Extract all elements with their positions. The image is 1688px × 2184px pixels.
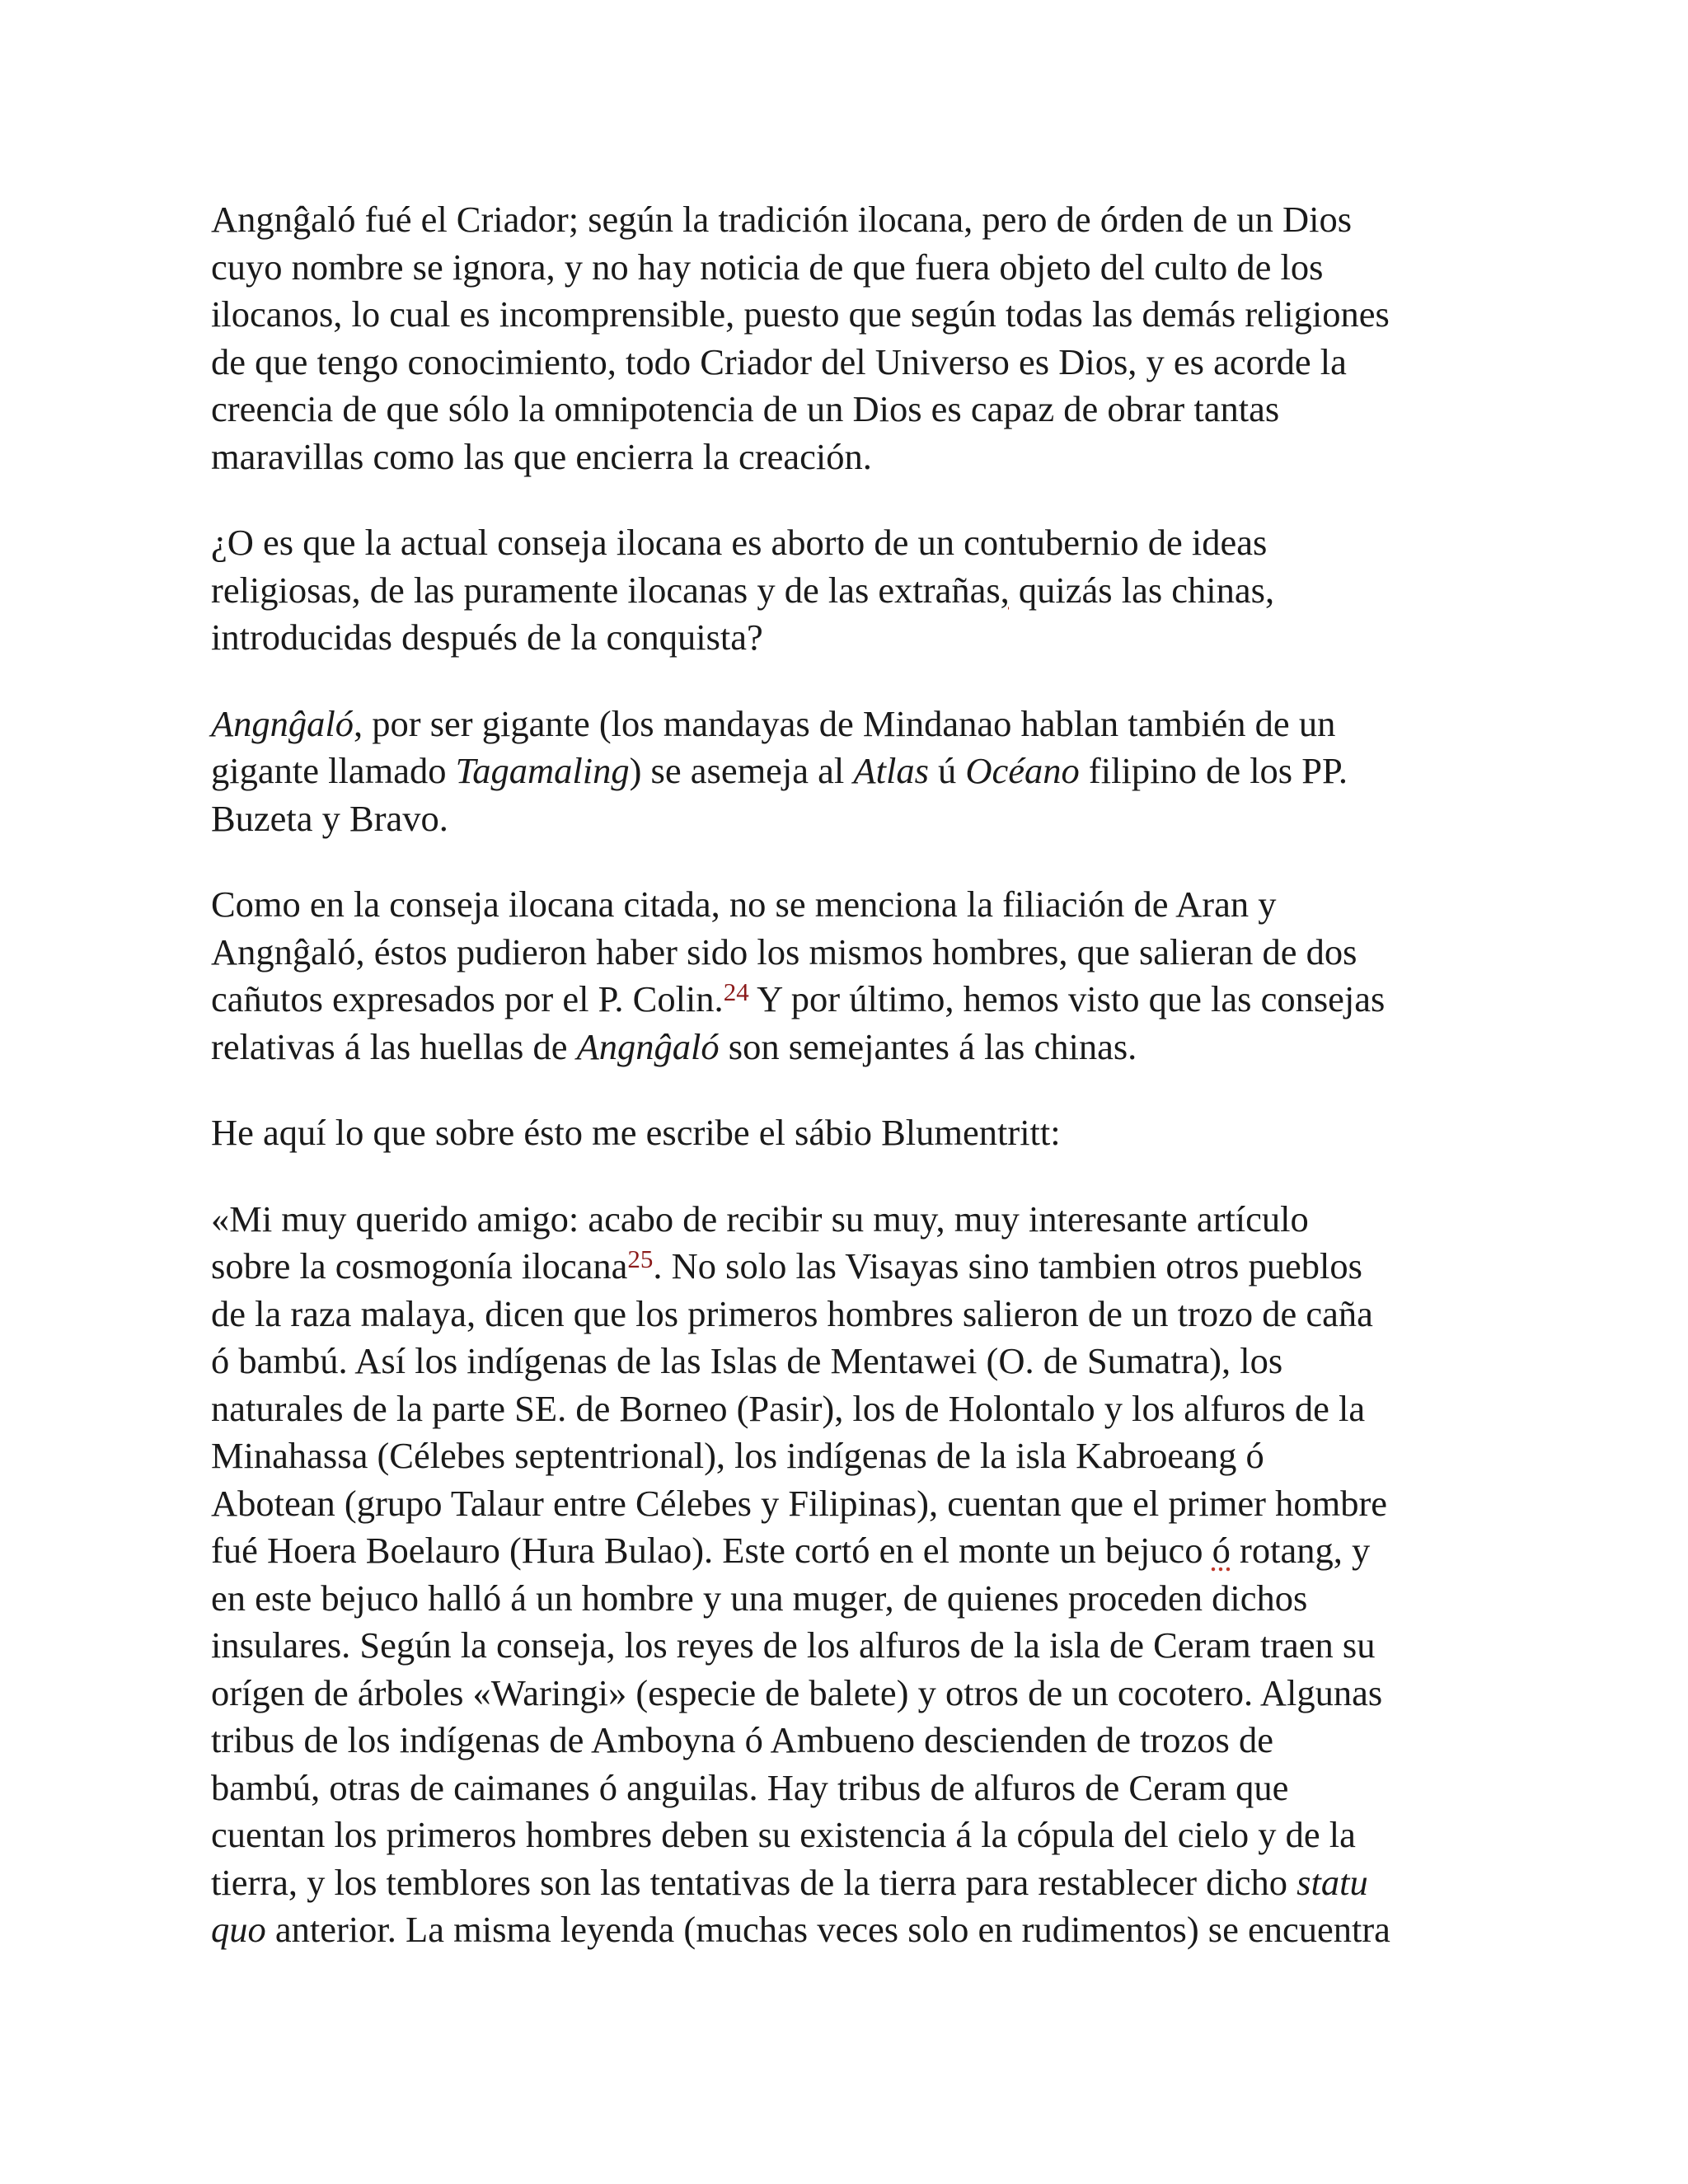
text-line: cuentan los primeros hombres deben su existencia á la cópula del cielo y de la <box>211 1814 1356 1855</box>
italic-term: Tagamaling <box>455 750 630 791</box>
text-line: bambú, otras de caimanes ó anguilas. Hay tribus de alfuros de Ceram que <box>211 1766 1289 1808</box>
text-line: gigante llamado Tagamaling) se asemeja al Atlas ú Océano filipino de los PP. <box>211 750 1348 791</box>
text-line: tribus de los indígenas de Amboyna ó Ambueno descienden de trozos de <box>211 1719 1274 1760</box>
text-line: tierra, y los temblores son las tentativas de la tierra para restablecer dicho statu <box>211 1861 1368 1903</box>
text-line: de la raza malaya, dicen que los primeros hombres salieron de un trozo de caña <box>211 1292 1373 1334</box>
text-line: Abotean (grupo Talaur entre Célebes y Filipinas), cuentan que el primer hombre <box>211 1482 1388 1524</box>
text-line: He aquí lo que sobre ésto me escribe el sábio Blumentritt: <box>211 1112 1061 1153</box>
italic-term: Océano <box>965 750 1080 791</box>
text-line: sobre la cosmogonía ilocana$^{25}$. No solo las Visayas sino tambien otros pueblos <box>211 1244 1362 1286</box>
text-line: quo anterior. La misma leyenda (muchas veces solo en rudimentos) se encuentra <box>211 1909 1390 1950</box>
text-line: ¿O es que la actual conseja ilocana es aborto de un contubernio de ideas <box>211 522 1268 563</box>
text-line: Buzeta y Bravo. <box>211 797 448 839</box>
text-line: insulares. Según la conseja, los reyes de los alfuros de la isla de Ceram traen su <box>211 1624 1376 1666</box>
paragraph-2 <box>211 519 1497 662</box>
text-line: «Mi muy querido amigo: acabo de recibir su muy, muy interesante artículo <box>211 1197 1309 1240</box>
paragraph-6 <box>211 1196 1497 1954</box>
italic-term: Angnĝaló <box>211 702 354 744</box>
text-line: relativas á las huellas de Angnĝaló son semejantes á las chinas. <box>211 1025 1137 1067</box>
text-line: cañutos expresados por el P. Colin.$^{24}$ Y por último, hemos visto que las consejas <box>211 977 1386 1019</box>
text-line: maravillas como las que encierra la creación. <box>211 435 872 477</box>
italic-term: quo <box>211 1909 266 1950</box>
footnote-link-25[interactable]: 25 <box>627 1244 654 1273</box>
paragraph-3 <box>211 701 1497 843</box>
italic-term: Atlas <box>853 750 929 791</box>
text-line: cuyo nombre se ignora, y no hay noticia de que fuera objeto del culto de los <box>211 246 1324 288</box>
text-line: introducidas después de la conquista? <box>211 616 763 658</box>
text-line: Angnĝaló fué el Criador; según la tradición ilocana, pero de órden de un Dios <box>211 199 1353 240</box>
italic-term: Angnĝaló <box>576 1025 720 1067</box>
text-line: naturales de la parte SE. de Borneo (Pasir), los de Holontalo y los alfuros de la <box>211 1387 1366 1429</box>
text-line: creencia de que sólo la omnipotencia de un Dios es capaz de obrar tantas <box>211 388 1280 429</box>
document-page <box>211 196 1497 1954</box>
editorial-mark: , <box>1000 569 1010 611</box>
italic-term: statu <box>1296 1861 1368 1903</box>
paragraph-4 <box>211 881 1497 1071</box>
footnote-link-24[interactable]: 24 <box>723 977 749 1006</box>
text-line: en este bejuco halló á un hombre y una muger, de quienes proceden dichos <box>211 1577 1308 1619</box>
text-line: Minahassa (Célebes septentrional), los indígenas de la isla Kabroeang ó <box>211 1435 1264 1476</box>
editorial-mark: ó <box>1212 1530 1231 1571</box>
text-line: orígen de árboles «Waringi» (especie de balete) y otros de un cocotero. Algunas <box>211 1671 1383 1713</box>
text-line: religiosas, de las puramente ilocanas y de las extrañas, quizás las chinas, <box>211 569 1275 611</box>
text-line: ilocanos, lo cual es incomprensible, puesto que según todas las demás religiones <box>211 293 1390 335</box>
text-line: Angnĝaló, éstos pudieron haber sido los mismos hombres, que salieran de dos <box>211 930 1357 972</box>
text-line: de que tengo conocimiento, todo Criador del Universo es Dios, y es acorde la <box>211 340 1347 382</box>
text-line: Como en la conseja ilocana citada, no se menciona la filiación de Aran y <box>211 883 1277 925</box>
paragraph-5 <box>211 1109 1497 1157</box>
paragraph-1 <box>211 196 1497 480</box>
text-line: fué Hoera Boelauro (Hura Bulao). Este cortó en el monte un bejuco ó rotang, y <box>211 1530 1371 1571</box>
text-line: Angnĝaló, por ser gigante (los mandayas de Mindanao hablan también de un <box>211 702 1336 744</box>
text-line: ó bambú. Así los indígenas de las Islas de Mentawei (O. de Sumatra), los <box>211 1340 1283 1381</box>
